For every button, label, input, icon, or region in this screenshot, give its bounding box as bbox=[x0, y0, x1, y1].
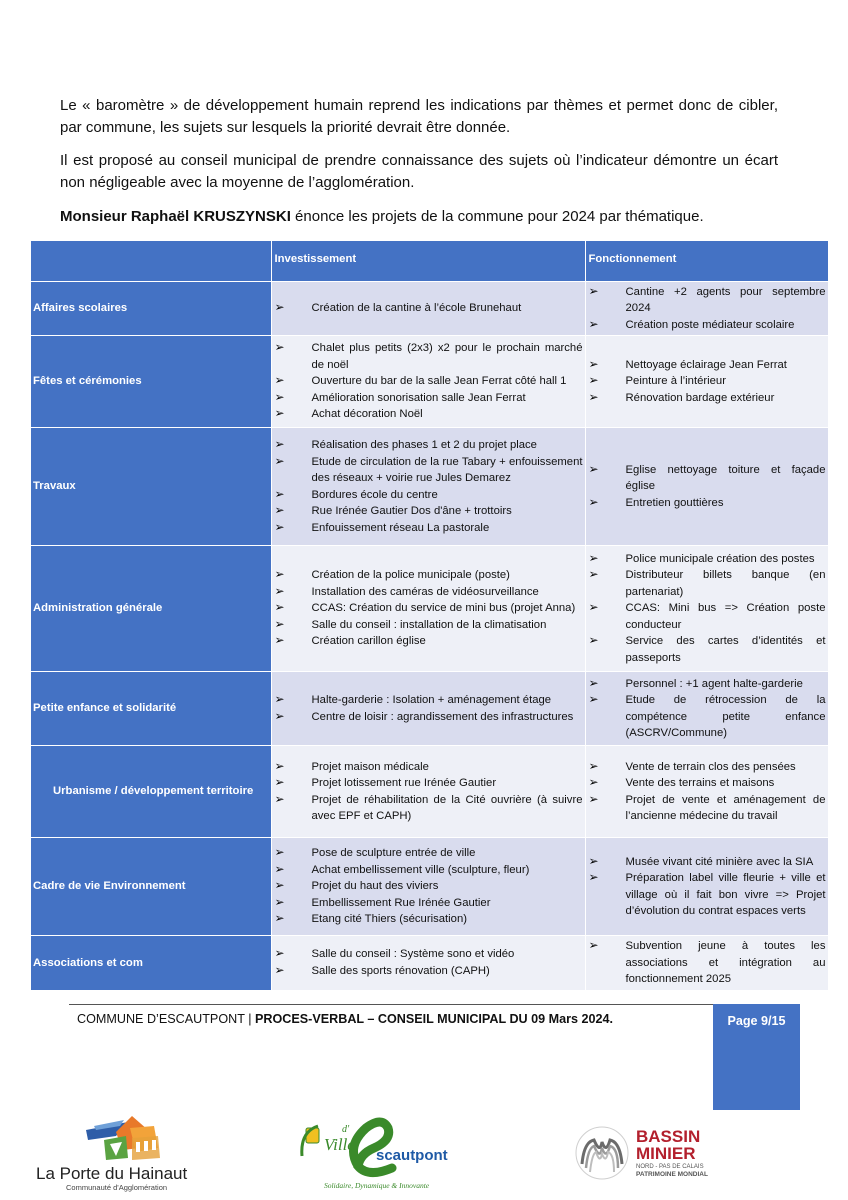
list-item bbox=[274, 946, 583, 963]
investissement-list bbox=[274, 437, 583, 536]
list-item bbox=[588, 390, 826, 407]
bassin-minier-logo bbox=[574, 1124, 710, 1182]
arrow-bullet-icon: ➢ bbox=[274, 758, 285, 773]
list-item bbox=[274, 584, 583, 601]
list-item bbox=[274, 437, 583, 454]
list-item bbox=[274, 487, 583, 504]
arrow-bullet-icon: ➢ bbox=[274, 503, 285, 517]
list-item-text: CCAS: Création du service de mini bus (projet Anna) bbox=[311, 602, 576, 615]
list-item bbox=[588, 284, 826, 317]
arrow-bullet-icon: ➢ bbox=[274, 373, 285, 388]
arrow-bullet-icon: ➢ bbox=[588, 494, 599, 509]
list-item bbox=[274, 633, 583, 650]
table-header-row bbox=[31, 241, 828, 281]
investissement-list bbox=[274, 759, 583, 825]
investissement-list bbox=[274, 692, 583, 725]
investissement-list bbox=[274, 845, 583, 928]
arrow-bullet-icon: ➢ bbox=[274, 775, 285, 789]
ville-escautpont-logo bbox=[296, 1116, 450, 1192]
investissement-list bbox=[274, 340, 583, 423]
list-item bbox=[274, 759, 583, 776]
list-item bbox=[274, 792, 583, 825]
table-row-cadre-de-vie-environnement bbox=[31, 838, 828, 936]
fonctionnement-cell bbox=[585, 746, 828, 838]
arrow-bullet-icon: ➢ bbox=[588, 870, 599, 884]
fonctionnement-list bbox=[588, 938, 826, 988]
header-investissement: Investissement bbox=[271, 241, 585, 281]
ville-logo-apostrophe: d' bbox=[342, 1124, 350, 1135]
fonctionnement-list bbox=[588, 284, 826, 334]
footer-text bbox=[77, 1012, 613, 1026]
la-porte-du-hainaut-logo bbox=[36, 1112, 211, 1192]
category-cell: Associations et com bbox=[31, 936, 271, 990]
list-item bbox=[588, 938, 826, 988]
list-item-text: Achat décoration Noël bbox=[311, 408, 423, 421]
list-item-text: Création poste médiateur scolaire bbox=[625, 318, 795, 331]
fonctionnement-cell bbox=[585, 281, 828, 336]
list-item bbox=[274, 520, 583, 537]
intro-paragraph-3 bbox=[60, 206, 778, 228]
arrow-bullet-icon: ➢ bbox=[274, 583, 285, 598]
arrow-bullet-icon: ➢ bbox=[274, 340, 285, 355]
arrow-bullet-icon: ➢ bbox=[274, 519, 285, 534]
table-row-fetes-et-ceremonies bbox=[31, 336, 828, 428]
arrow-bullet-icon: ➢ bbox=[274, 962, 285, 977]
fonctionnement-cell bbox=[585, 546, 828, 672]
list-item-text: Service des cartes d’identités et passeports bbox=[625, 635, 826, 664]
list-item-text: Enfouissement réseau La pastorale bbox=[311, 521, 490, 534]
list-item bbox=[274, 567, 583, 584]
list-item bbox=[588, 792, 826, 825]
list-item bbox=[588, 759, 826, 776]
list-item bbox=[274, 503, 583, 520]
arrow-bullet-icon: ➢ bbox=[588, 692, 599, 706]
list-item-text: Bordures école du centre bbox=[311, 488, 438, 501]
list-item bbox=[588, 567, 826, 600]
list-item bbox=[274, 406, 583, 423]
arrow-bullet-icon: ➢ bbox=[588, 373, 599, 388]
investissement-cell bbox=[271, 936, 585, 990]
arrow-bullet-icon: ➢ bbox=[588, 316, 599, 331]
porte-logo-name: La Porte du Hainaut bbox=[36, 1164, 188, 1183]
arrow-bullet-icon: ➢ bbox=[588, 550, 599, 565]
arrow-bullet-icon: ➢ bbox=[274, 616, 285, 631]
list-item-text: Cantine +2 agents pour septembre 2024 bbox=[625, 285, 826, 314]
arrow-bullet-icon: ➢ bbox=[274, 861, 285, 876]
arrow-bullet-icon: ➢ bbox=[588, 389, 599, 404]
arrow-bullet-icon: ➢ bbox=[274, 600, 285, 615]
table-row-urbanisme-developpement-territoire bbox=[31, 746, 828, 838]
arrow-bullet-icon: ➢ bbox=[588, 853, 599, 868]
list-item bbox=[588, 462, 826, 495]
investissement-cell bbox=[271, 746, 585, 838]
investissement-cell bbox=[271, 838, 585, 936]
arrow-bullet-icon: ➢ bbox=[588, 633, 599, 648]
list-item bbox=[274, 390, 583, 407]
arrow-bullet-icon: ➢ bbox=[274, 692, 285, 706]
list-item bbox=[588, 317, 826, 334]
fonctionnement-cell bbox=[585, 672, 828, 746]
investissement-cell bbox=[271, 546, 585, 672]
fonctionnement-cell bbox=[585, 428, 828, 546]
list-item bbox=[274, 692, 583, 709]
list-item-text: Vente des terrains et maisons bbox=[625, 777, 775, 789]
list-item bbox=[274, 862, 583, 879]
list-item-text: Embellissement Rue Irénée Gautier bbox=[311, 896, 491, 909]
fonctionnement-list bbox=[588, 462, 826, 512]
list-item-text: Nettoyage éclairage Jean Ferrat bbox=[625, 358, 787, 371]
list-item-text: Rénovation bardage extérieur bbox=[625, 391, 775, 404]
category-cell: Administration générale bbox=[31, 546, 271, 672]
arrow-bullet-icon: ➢ bbox=[274, 453, 285, 468]
list-item-text: Distributeur billets banque (en partenariat) bbox=[625, 569, 826, 598]
list-item bbox=[588, 373, 826, 390]
list-item-text: Etang cité Thiers (sécurisation) bbox=[311, 913, 468, 926]
list-item-text: Préparation label ville fleurie + ville et village où il fait bon vivre => Projet d’évolution du contrat espaces verts bbox=[625, 872, 826, 917]
list-item-text: Salle du conseil : Système sono et vidéo bbox=[311, 948, 515, 961]
arrow-bullet-icon: ➢ bbox=[274, 486, 285, 501]
list-item bbox=[274, 600, 583, 617]
list-item-text: Musée vivant cité minière avec la SIA bbox=[625, 855, 814, 868]
intro-paragraph-1: Le « baromètre » de développement humain reprend les indications par thèmes et permet donc de cibler, par commune, les sujets sur lesquels la priorité devrait être donnée. bbox=[60, 97, 778, 136]
investissement-list bbox=[274, 567, 583, 650]
arrow-bullet-icon: ➢ bbox=[274, 878, 285, 893]
footer-title: PROCES-VERBAL – CONSEIL MUNICIPAL DU 09 Mars 2024. bbox=[254, 1012, 614, 1026]
list-item-text: Projet lotissement rue Irénée Gautier bbox=[311, 777, 497, 789]
porte-logo-subtitle: Communauté d'Agglomération bbox=[66, 1183, 168, 1192]
category-cell: Cadre de vie Environnement bbox=[31, 838, 271, 936]
page-number: Page 9/15 bbox=[727, 1014, 786, 1028]
list-item-text: Création carillon église bbox=[311, 635, 426, 648]
category-cell: Petite enfance et solidarité bbox=[31, 672, 271, 746]
list-item-text: Halte-garderie : Isolation + aménagement étage bbox=[311, 694, 552, 706]
list-item-text: Achat embellissement ville (sculpture, fleur) bbox=[311, 863, 530, 876]
arrow-bullet-icon: ➢ bbox=[274, 946, 285, 961]
list-item-text: Vente de terrain clos des pensées bbox=[625, 760, 796, 773]
list-item bbox=[588, 775, 826, 792]
fonctionnement-cell bbox=[585, 838, 828, 936]
list-item bbox=[588, 633, 826, 666]
list-item-text: Etude de rétrocession de la compétence petite enfance (ASCRV/Commune) bbox=[625, 694, 826, 739]
list-item-text: Projet de réhabilitation de la Cité ouvrière (à suivre avec EPF et CAPH) bbox=[311, 793, 583, 822]
speaker-statement: énonce les projets de la commune pour 2024 par thématique. bbox=[290, 208, 704, 225]
category-cell: Travaux bbox=[31, 428, 271, 546]
list-item-text: Création de la cantine à l’école Brunehaut bbox=[311, 302, 522, 314]
speaker-name: Monsieur Raphaël KRUSZYNSKI bbox=[60, 208, 291, 225]
table-row-petite-enfance-et-solidarite bbox=[31, 672, 828, 746]
list-item-text: Salle des sports rénovation (CAPH) bbox=[311, 964, 490, 977]
list-item-text: Projet de vente et aménagement de l’ancienne médecine du travail bbox=[625, 793, 826, 822]
arrow-bullet-icon: ➢ bbox=[274, 406, 285, 421]
table-body bbox=[31, 281, 828, 990]
category-cell: Urbanisme / développement territoire bbox=[31, 746, 271, 838]
list-item bbox=[274, 963, 583, 980]
list-item bbox=[274, 709, 583, 726]
list-item bbox=[274, 617, 583, 634]
bassin-logo-line1: BASSIN bbox=[636, 1127, 701, 1146]
list-item-text: Police municipale création des postes bbox=[625, 552, 815, 565]
list-item bbox=[274, 895, 583, 912]
list-item-text: Centre de loisir : agrandissement des infrastructures bbox=[311, 710, 574, 723]
list-item-text: Personnel : +1 agent halte-garderie bbox=[625, 677, 803, 690]
fonctionnement-list bbox=[588, 676, 826, 742]
table-row-affaires-scolaires bbox=[31, 281, 828, 336]
list-item-text: CCAS: Mini bus => Création poste conducteur bbox=[625, 602, 826, 631]
arrow-bullet-icon: ➢ bbox=[588, 775, 599, 789]
arrow-bullet-icon: ➢ bbox=[274, 845, 285, 860]
arrow-bullet-icon: ➢ bbox=[274, 300, 285, 314]
fonctionnement-cell bbox=[585, 336, 828, 428]
arrow-bullet-icon: ➢ bbox=[588, 461, 599, 476]
arrow-bullet-icon: ➢ bbox=[588, 356, 599, 371]
arrow-bullet-icon: ➢ bbox=[274, 567, 285, 582]
list-item bbox=[274, 775, 583, 792]
arrow-bullet-icon: ➢ bbox=[274, 911, 285, 926]
arrow-bullet-icon: ➢ bbox=[588, 600, 599, 615]
page-number-box bbox=[713, 1004, 800, 1110]
investissement-list bbox=[274, 300, 583, 317]
bassin-logo-line2: MINIER bbox=[636, 1144, 696, 1163]
arrow-bullet-icon: ➢ bbox=[274, 708, 285, 723]
list-item bbox=[588, 357, 826, 374]
table-row-administration-generale bbox=[31, 546, 828, 672]
bassin-logo-line4: PATRIMOINE MONDIAL bbox=[636, 1171, 708, 1178]
arrow-bullet-icon: ➢ bbox=[588, 567, 599, 582]
investissement-cell bbox=[271, 428, 585, 546]
list-item-text: Eglise nettoyage toiture et façade église bbox=[625, 463, 826, 493]
ville-logo-tagline: Solidaire, Dynamique & Innovante bbox=[324, 1181, 430, 1190]
header-fonctionnement: Fonctionnement bbox=[585, 241, 828, 281]
list-item-text: Projet du haut des viviers bbox=[311, 880, 439, 893]
arrow-bullet-icon: ➢ bbox=[588, 758, 599, 773]
arrow-bullet-icon: ➢ bbox=[274, 791, 285, 806]
investissement-cell bbox=[271, 672, 585, 746]
list-item bbox=[274, 373, 583, 390]
list-item bbox=[274, 878, 583, 895]
list-item bbox=[588, 551, 826, 568]
projects-table bbox=[31, 241, 829, 990]
list-item bbox=[274, 845, 583, 862]
list-item bbox=[588, 676, 826, 693]
list-item-text: Amélioration sonorisation salle Jean Ferrat bbox=[311, 391, 526, 404]
header-category bbox=[31, 241, 271, 281]
investissement-cell bbox=[271, 281, 585, 336]
arrow-bullet-icon: ➢ bbox=[588, 675, 599, 690]
fonctionnement-list bbox=[588, 854, 826, 920]
category-cell: Affaires scolaires bbox=[31, 281, 271, 336]
list-item bbox=[588, 854, 826, 871]
bassin-logo-line3: NORD - PAS DE CALAIS bbox=[636, 1164, 704, 1170]
list-item bbox=[274, 300, 583, 317]
list-item-text: Ouverture du bar de la salle Jean Ferrat côté hall 1 bbox=[311, 375, 567, 388]
list-item bbox=[274, 454, 583, 487]
table-row-travaux bbox=[31, 428, 828, 546]
list-item bbox=[588, 692, 826, 742]
list-item-text: Etude de circulation de la rue Tabary + enfouissement des réseaux + voirie rue Jules Demarez bbox=[311, 455, 583, 484]
list-item-text: Peinture à l’intérieur bbox=[625, 375, 726, 388]
list-item bbox=[274, 911, 583, 928]
arrow-bullet-icon: ➢ bbox=[588, 283, 599, 298]
arrow-bullet-icon: ➢ bbox=[588, 791, 599, 806]
list-item bbox=[588, 870, 826, 920]
list-item bbox=[274, 340, 583, 373]
intro-paragraph-2: Il est proposé au conseil municipal de prendre connaissance des sujets où l’indicateur démontre un écart non négligeable avec la moyenne de l’agglomération. bbox=[60, 152, 778, 191]
list-item-text: Réalisation des phases 1 et 2 du projet place bbox=[311, 439, 537, 451]
fonctionnement-cell bbox=[585, 936, 828, 990]
investissement-cell bbox=[271, 336, 585, 428]
arrow-bullet-icon: ➢ bbox=[274, 389, 285, 404]
list-item-text: Entretien gouttières bbox=[625, 496, 724, 509]
list-item-text: Projet maison médicale bbox=[311, 760, 429, 773]
list-item-text: Chalet plus petits (2x3) x2 pour le prochain marché de noël bbox=[311, 342, 583, 371]
list-item-text: Pose de sculpture entrée de ville bbox=[311, 847, 476, 860]
footer-divider bbox=[69, 1004, 713, 1005]
category-cell: Fêtes et cérémonies bbox=[31, 336, 271, 428]
list-item-text: Rue Irénée Gautier Dos d'âne + trottoirs bbox=[311, 505, 512, 517]
fonctionnement-list bbox=[588, 759, 826, 825]
list-item bbox=[588, 600, 826, 633]
table-row-associations-et-com bbox=[31, 936, 828, 990]
ville-logo-name: scautpont bbox=[376, 1147, 448, 1164]
list-item bbox=[588, 495, 826, 512]
list-item-text: Subvention jeune à toutes les associations et intégration au fonctionnement 2025 bbox=[625, 940, 826, 985]
list-item-text: Installation des caméras de vidéosurveillance bbox=[311, 585, 539, 598]
arrow-bullet-icon: ➢ bbox=[274, 437, 285, 451]
list-item-text: Création de la police municipale (poste) bbox=[311, 569, 510, 582]
ville-logo-word: Ville bbox=[324, 1135, 355, 1154]
arrow-bullet-icon: ➢ bbox=[274, 894, 285, 909]
footer-commune: COMMUNE D’ESCAUTPONT | bbox=[77, 1012, 255, 1026]
arrow-bullet-icon: ➢ bbox=[588, 938, 599, 952]
list-item-text: Salle du conseil : installation de la climatisation bbox=[311, 618, 547, 631]
fonctionnement-list bbox=[588, 357, 826, 407]
fonctionnement-list bbox=[588, 551, 826, 667]
arrow-bullet-icon: ➢ bbox=[274, 633, 285, 648]
investissement-list bbox=[274, 946, 583, 979]
